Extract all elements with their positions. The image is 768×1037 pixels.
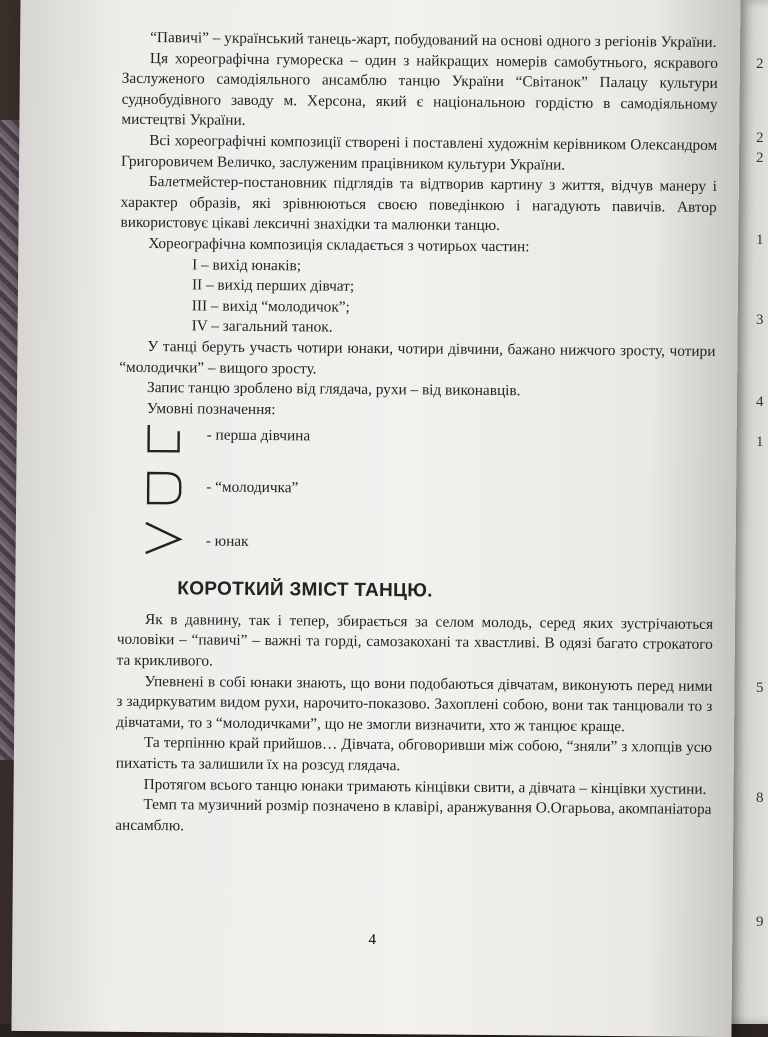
edge-number: 4 [756, 394, 764, 410]
paragraph: Темп та музичний розмір позначено в клавірі, аранжування О.Огарьова, акомпаніатора ансамблю. [115, 796, 712, 835]
paragraph: Ця хореографічна гуморескa – один з найкращих номерів самобутнього, яскравого Заслуженого самодіяльного ансамблю танцю України “Світанок” Палацу культури суднобудівного заводу м. Херсона, який є національною гордістю в самодіяльному мистецтві України. [121, 49, 719, 130]
page-number: 4 [368, 931, 377, 949]
paragraph: Протягом всього танцю юнаки тримають кінцівки свити, а дівчата – кінцівки хустини. [143, 775, 707, 798]
paragraph: Упевнені в собі юнаки знають, що вони подобаються дівчатам, виконують перед ними з задиркуватим видом рухи, нарочито-показово. Захоплені собою, вони так танцювали то з дівчатами, то з “молодичками”, що не змогли визначити, хто ж танцює краще. [116, 672, 713, 736]
edge-number: 3 [756, 312, 764, 328]
chevron-icon [142, 517, 186, 557]
paragraph: Як в давнину, так і тепер, збирається за селом молодь, серед яких зустрічаються чоловіки – “павичі” – важні та горді, самозакохані та хвастливі. В одязі багато строкатого та крикливого. [116, 610, 714, 670]
paragraph: У танці беруть участь чотири юнаки, чотири дівчини, бажано нижчого зросту, чотири “молодички” – вищого зросту. [119, 337, 716, 377]
d-shape-icon [142, 469, 186, 507]
edge-number: 2 [756, 150, 764, 166]
paragraph: Та терпінню край прийшов… Дівчата, обговоривши між собою, “зняли” з хлопців усю пихатість та залишили їх на розсуд глядача. [115, 734, 713, 775]
half-square-icon [143, 421, 187, 455]
legend [118, 421, 715, 570]
edge-number: 1 [756, 232, 764, 248]
legend-label: - юнак [205, 532, 249, 551]
list-item: I – вихід юнаків; [192, 255, 302, 274]
parts-list [120, 254, 717, 342]
section-heading: КОРОТКИЙ ЗМІСТ ТАНЦЮ. [177, 578, 433, 602]
legend-title: Умовні позначення: [146, 399, 276, 418]
edge-number: 2 [756, 56, 764, 72]
paragraph: Запис танцю зроблено від глядача, рухи – від виконавців. [147, 379, 521, 400]
paragraph: Всі хореографічні композиції створені і поставлені художнім керівником Олександром Григоровичем Величко, заслуженим працівником культури України. [120, 131, 718, 174]
edge-number: 1 [756, 434, 764, 450]
legend-item [142, 421, 714, 474]
paragraph: Хореографічна композиція складається з чотирьох частин: [148, 234, 530, 256]
paragraph: Балетмейстер-постановник підглядів та відтворив картину з життя, відчув манеру і характер образів, які зрівнюються своєю поведінкою і нагадують павичів. Автор використовує цікаві лексичні знахідки та малюнки танцю. [120, 173, 717, 235]
paragraph: “Павичі” – український танець-жарт, побудований на основі одного з регіонів України. [150, 29, 717, 51]
legend-item [142, 469, 714, 522]
list-item: III – вихід “молодичок”; [191, 297, 350, 316]
page-content [115, 28, 718, 842]
legend-item [142, 517, 714, 570]
edge-number: 2 [756, 130, 764, 146]
document-page [11, 0, 740, 1037]
legend-label: - “молодичка” [206, 478, 299, 497]
edge-number: 8 [756, 790, 764, 806]
legend-label: - перша дівчина [206, 426, 311, 445]
edge-number: 5 [756, 680, 764, 696]
list-item: II – вихід перших дівчат; [191, 276, 355, 295]
edge-number: 9 [756, 914, 764, 930]
list-item: IV – загальний танок. [191, 317, 333, 336]
